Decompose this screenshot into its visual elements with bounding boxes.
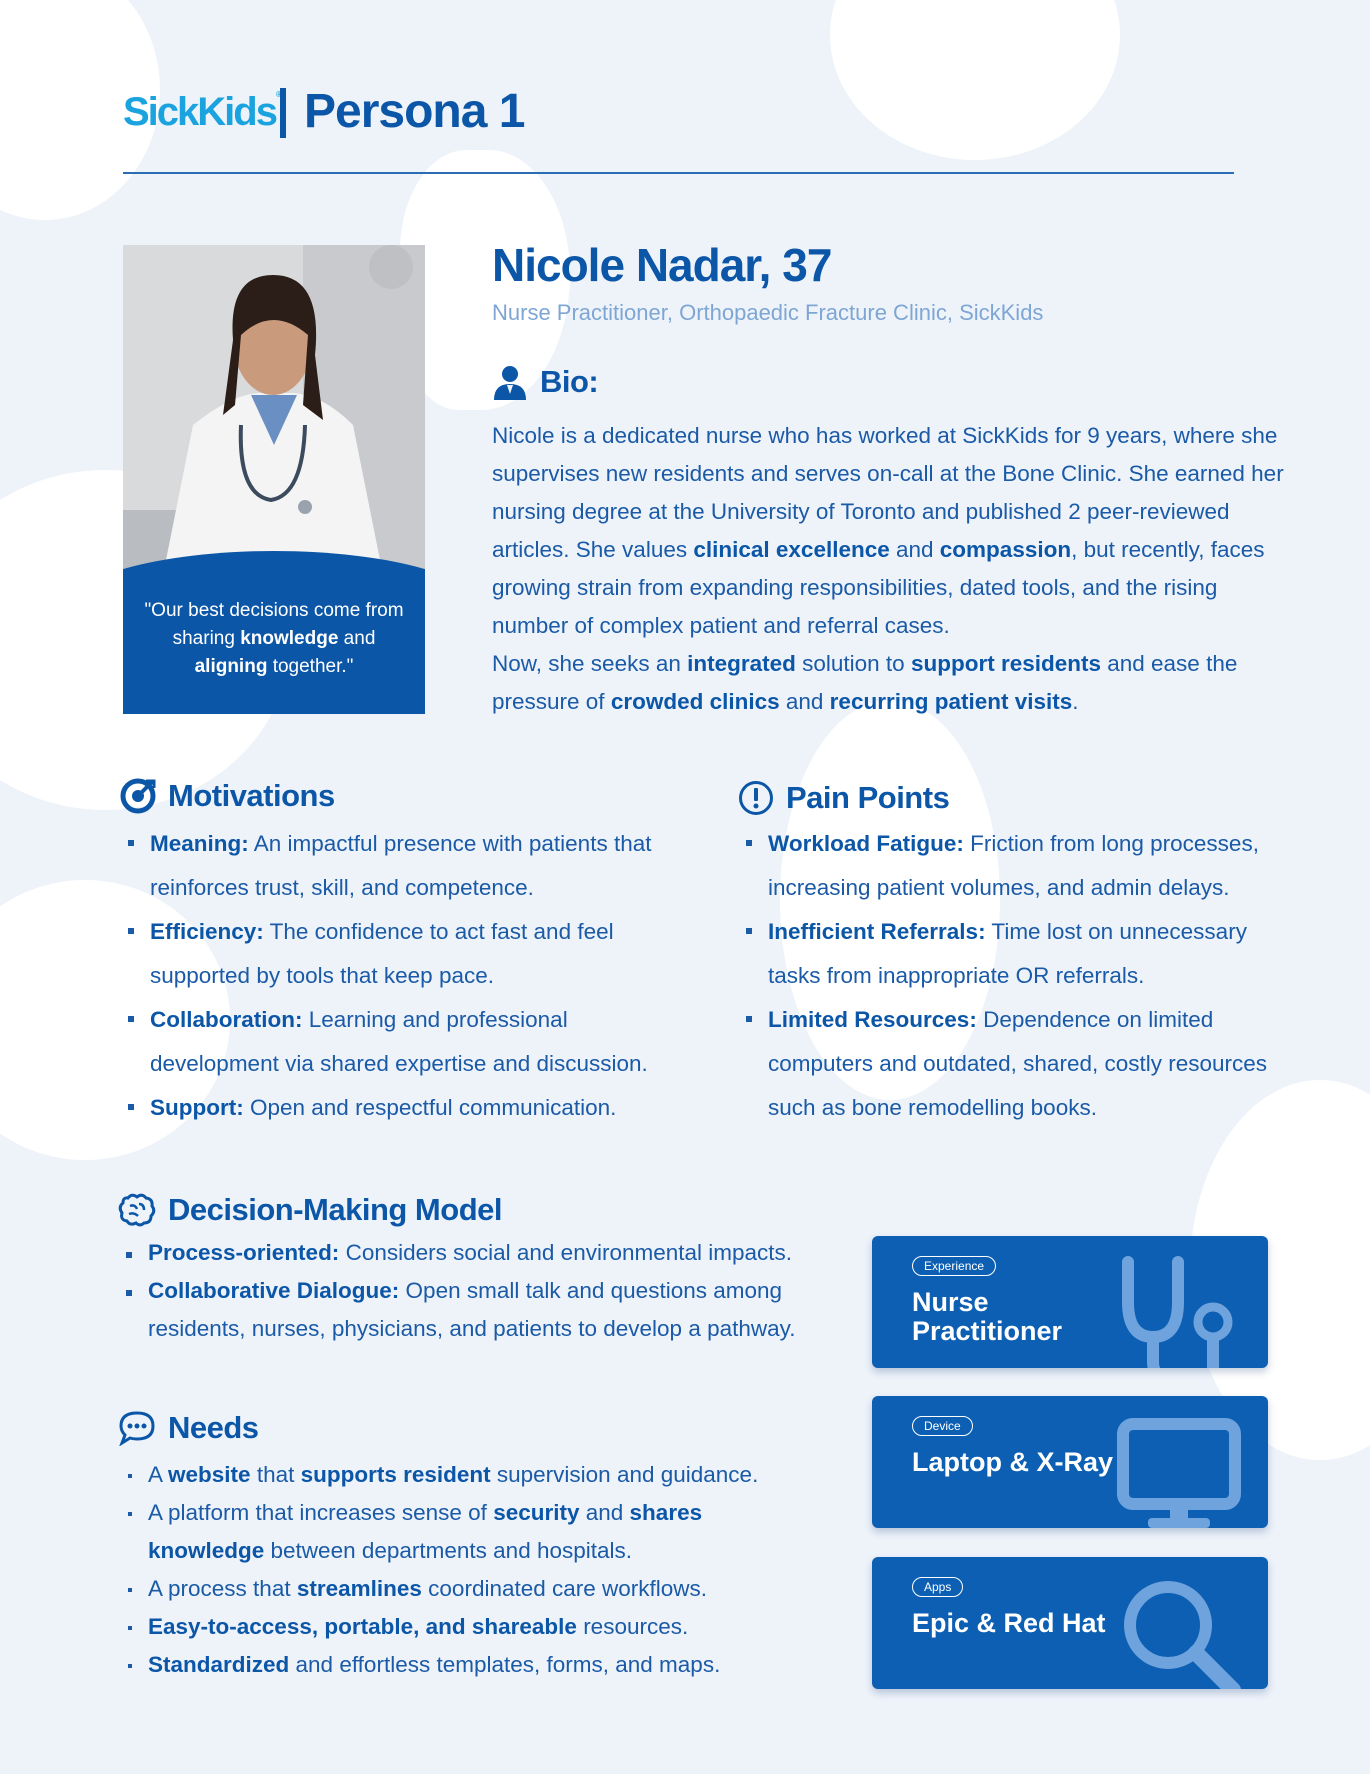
card-title: Epic & Red Hat [912,1608,1106,1638]
list-item: Meaning: An impactful presence with patients that reinforces trust, skill, and competence. [120,822,700,910]
card-tag: Device [912,1416,973,1436]
needs-heading: Needs [118,1410,818,1446]
card-tag: Apps [912,1577,963,1597]
card-title: Nurse Practitioner [912,1287,1063,1346]
persona-name: Nicole Nadar, 37 [492,239,832,291]
chat-bubble-icon [118,1410,156,1446]
list-item: A website that supports resident supervision and guidance. [118,1456,818,1494]
apps-card [872,1557,1268,1689]
stethoscope-icon [1108,1242,1248,1368]
list-item: Collaborative Dialogue: Open small talk and questions among residents, nurses, physicians, and patients to develop a pathway. [118,1272,818,1348]
brain-icon [118,1192,156,1228]
pain-points-list [738,822,1298,1130]
alert-icon [738,780,774,816]
page-title: Persona 1 [304,85,525,138]
list-item: Collaboration: Learning and professional development via shared expertise and discussion. [120,998,700,1086]
persona-role: Nurse Practitioner, Orthopaedic Fracture Clinic, SickKids [492,300,1044,325]
person-icon [492,364,528,400]
pain-points-section [738,780,1298,1130]
monitor-icon [1108,1402,1248,1528]
list-item: Workload Fatigue: Friction from long processes, increasing patient volumes, and admin delays. [738,822,1298,910]
header-rule [123,172,1234,174]
decision-heading: Decision-Making Model [118,1192,818,1228]
persona-photo [123,245,425,575]
bio-text: Nicole is a dedicated nurse who has worked at SickKids for 9 years, where she supervises new residents and serves on-call at the Bone Clinic. She earned her nursing degree at the University of Toronto and published 2 peer-reviewed articles. She values clinical excellence and compassion, but recently, faces growing strain from expanding responsibilities, dated tools, and the rising number of complex patient and referral cases. Now, she seeks an integrated solution to support residents and ease the pressure of crowded clinics and recurring patient visits. [492,423,1284,714]
list-item: Easy-to-access, portable, and shareable resources. [118,1608,818,1646]
bio-heading: Bio: [492,364,598,400]
list-item: A process that streamlines coordinated care workflows. [118,1570,818,1608]
list-item: Process-oriented: Considers social and environmental impacts. [118,1234,818,1272]
motivations-section [120,778,700,1130]
decision-section [118,1192,818,1348]
target-icon [120,778,156,814]
needs-section [118,1410,818,1684]
magnifier-icon [1108,1563,1248,1689]
sickkids-logo: SickKids® [123,90,280,134]
needs-list [118,1456,818,1684]
motivations-list [120,822,700,1130]
card-title: Laptop & X-Ray [912,1447,1114,1477]
motivations-heading: Motivations [120,778,700,814]
list-item: Support: Open and respectful communication. [120,1086,700,1130]
experience-card [872,1236,1268,1368]
list-item: Limited Resources: Dependence on limited computers and outdated, shared, costly resources such as bone remodelling books. [738,998,1298,1130]
persona-photo-card [123,245,425,714]
pain-points-heading: Pain Points [738,780,1298,816]
list-item: Inefficient Referrals: Time lost on unnecessary tasks from inappropriate OR referrals. [738,910,1298,998]
list-item: Efficiency: The confidence to act fast and feel supported by tools that keep pace. [120,910,700,998]
list-item: A platform that increases sense of security and shares knowledge between departments and hospitals. [118,1494,738,1570]
header-divider [280,88,286,138]
persona-quote: "Our best decisions come from sharing knowledge and aligning together." [144,600,404,677]
card-tag: Experience [912,1256,996,1276]
device-card [872,1396,1268,1528]
decision-list [118,1234,818,1348]
list-item: Standardized and effortless templates, forms, and maps. [118,1646,818,1684]
